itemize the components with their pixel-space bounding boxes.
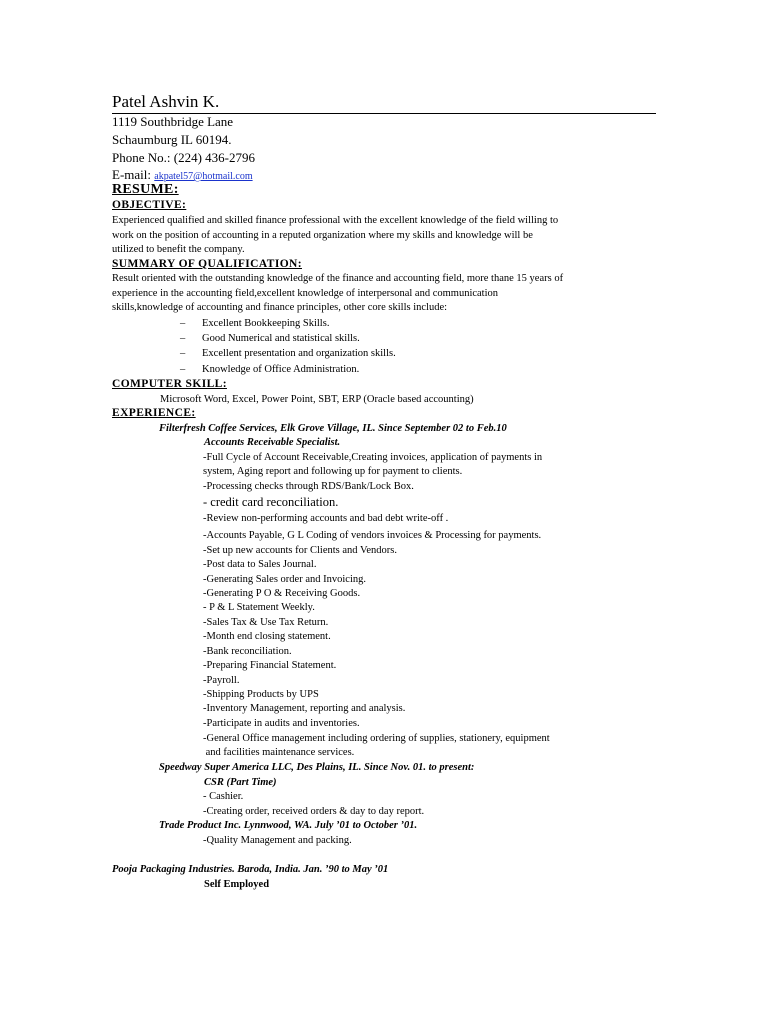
skill-bullet xyxy=(180,333,360,344)
bullet-dash: – xyxy=(180,318,186,329)
job-duty: -Creating order, received orders & day to day report. xyxy=(203,806,425,817)
job-duty: system, Aging report and following up for payment to clients. xyxy=(203,466,463,477)
job-role: Accounts Receivable Specialist. xyxy=(204,437,341,448)
job-duty: -Sales Tax & Use Tax Return. xyxy=(203,617,329,628)
computer-skill-text: Microsoft Word, Excel, Power Point, SBT, ERP (Oracle based accounting) xyxy=(160,394,474,405)
job-duty: -Post data to Sales Journal. xyxy=(203,559,317,570)
phone-number: Phone No.: (224) 436-2796 xyxy=(112,150,255,165)
job-duty: -Preparing Financial Statement. xyxy=(203,660,337,671)
job-duty: -Quality Management and packing. xyxy=(203,835,352,846)
job-duty: and facilities maintenance services. xyxy=(203,747,355,758)
email-label: E-mail: xyxy=(112,167,155,182)
job-company: Pooja Packaging Industries. Baroda, India. Jan. ’90 to May ’01 xyxy=(112,864,389,875)
summary-heading: SUMMARY OF QUALIFICATION: xyxy=(112,258,302,270)
job-duty: -Payroll. xyxy=(203,675,240,686)
skill-text: Good Numerical and statistical skills. xyxy=(202,333,360,344)
job-duty: -Set up new accounts for Clients and Vendors. xyxy=(203,545,398,556)
job-company: Speedway Super America LLC, Des Plains, IL. Since Nov. 01. to present: xyxy=(159,762,475,773)
skill-text: Excellent Bookkeeping Skills. xyxy=(202,318,330,329)
address-line-2: Schaumburg IL 60194. xyxy=(112,132,232,147)
email-row xyxy=(112,167,253,183)
address-line-1: 1119 Southbridge Lane xyxy=(112,114,234,129)
skill-bullet xyxy=(180,364,359,375)
objective-line: work on the position of accounting in a reputed organization where my skills and knowledge will be xyxy=(112,230,533,241)
job-duty: -Full Cycle of Account Receivable,Creating invoices, application of payments in xyxy=(203,452,543,463)
job-duty: -Month end closing statement. xyxy=(203,631,331,642)
job-role: Self Employed xyxy=(204,879,270,890)
job-duty: -Generating Sales order and Invoicing. xyxy=(203,574,366,585)
job-role: CSR (Part Time) xyxy=(204,777,277,788)
job-duty: -General Office management including ordering of supplies, stationery, equipment xyxy=(203,733,550,744)
bullet-dash: – xyxy=(180,333,186,344)
job-duty: -Review non-performing accounts and bad debt write-off . xyxy=(203,513,449,524)
job-duty: -Accounts Payable, G L Coding of vendors invoices & Processing for payments. xyxy=(203,530,542,541)
job-duty: -Inventory Management, reporting and analysis. xyxy=(203,703,406,714)
job-duty: - P & L Statement Weekly. xyxy=(203,602,315,613)
bullet-dash: – xyxy=(180,364,186,375)
objective-line: Experienced qualified and skilled finance professional with the excellent knowledge of the field willing to xyxy=(112,215,559,226)
objective-line: utilized to benefit the company. xyxy=(112,244,245,255)
skill-bullet xyxy=(180,318,329,329)
computer-skill-heading: COMPUTER SKILL: xyxy=(112,378,227,390)
job-duty: -Participate in audits and inventories. xyxy=(203,718,360,729)
job-duty: -Shipping Products by UPS xyxy=(203,689,319,700)
job-duty: -Generating P O & Receiving Goods. xyxy=(203,588,361,599)
summary-line: Result oriented with the outstanding knowledge of the finance and accounting field, more thane 15 years of xyxy=(112,273,564,284)
skill-text: Knowledge of Office Administration. xyxy=(202,364,360,375)
job-duty: - Cashier. xyxy=(203,791,244,802)
email-link[interactable]: akpatel57@hotmail.com xyxy=(154,171,253,182)
skill-bullet xyxy=(180,348,396,359)
job-duty: -Bank reconciliation. xyxy=(203,646,292,657)
skill-text: Excellent presentation and organization skills. xyxy=(202,348,396,359)
objective-heading: OBJECTIVE: xyxy=(112,199,187,211)
summary-line: skills,knowledge of accounting and finance principles, other core skills include: xyxy=(112,302,448,313)
bullet-dash: – xyxy=(180,348,186,359)
job-duty: -Processing checks through RDS/Bank/Lock Box. xyxy=(203,481,414,492)
summary-line: experience in the accounting field,excellent knowledge of interpersonal and communication xyxy=(112,288,499,299)
job-company: Trade Product Inc. Lynnwood, WA. July ’01 to October ’01. xyxy=(159,820,418,831)
experience-heading: EXPERIENCE: xyxy=(112,407,196,419)
job-company: Filterfresh Coffee Services, Elk Grove Village, IL. Since September 02 to Feb.10 xyxy=(159,423,507,434)
candidate-name: Patel Ashvin K. xyxy=(112,92,220,111)
resume-title: RESUME: xyxy=(112,182,179,197)
job-duty: - credit card reconciliation. xyxy=(203,495,339,509)
